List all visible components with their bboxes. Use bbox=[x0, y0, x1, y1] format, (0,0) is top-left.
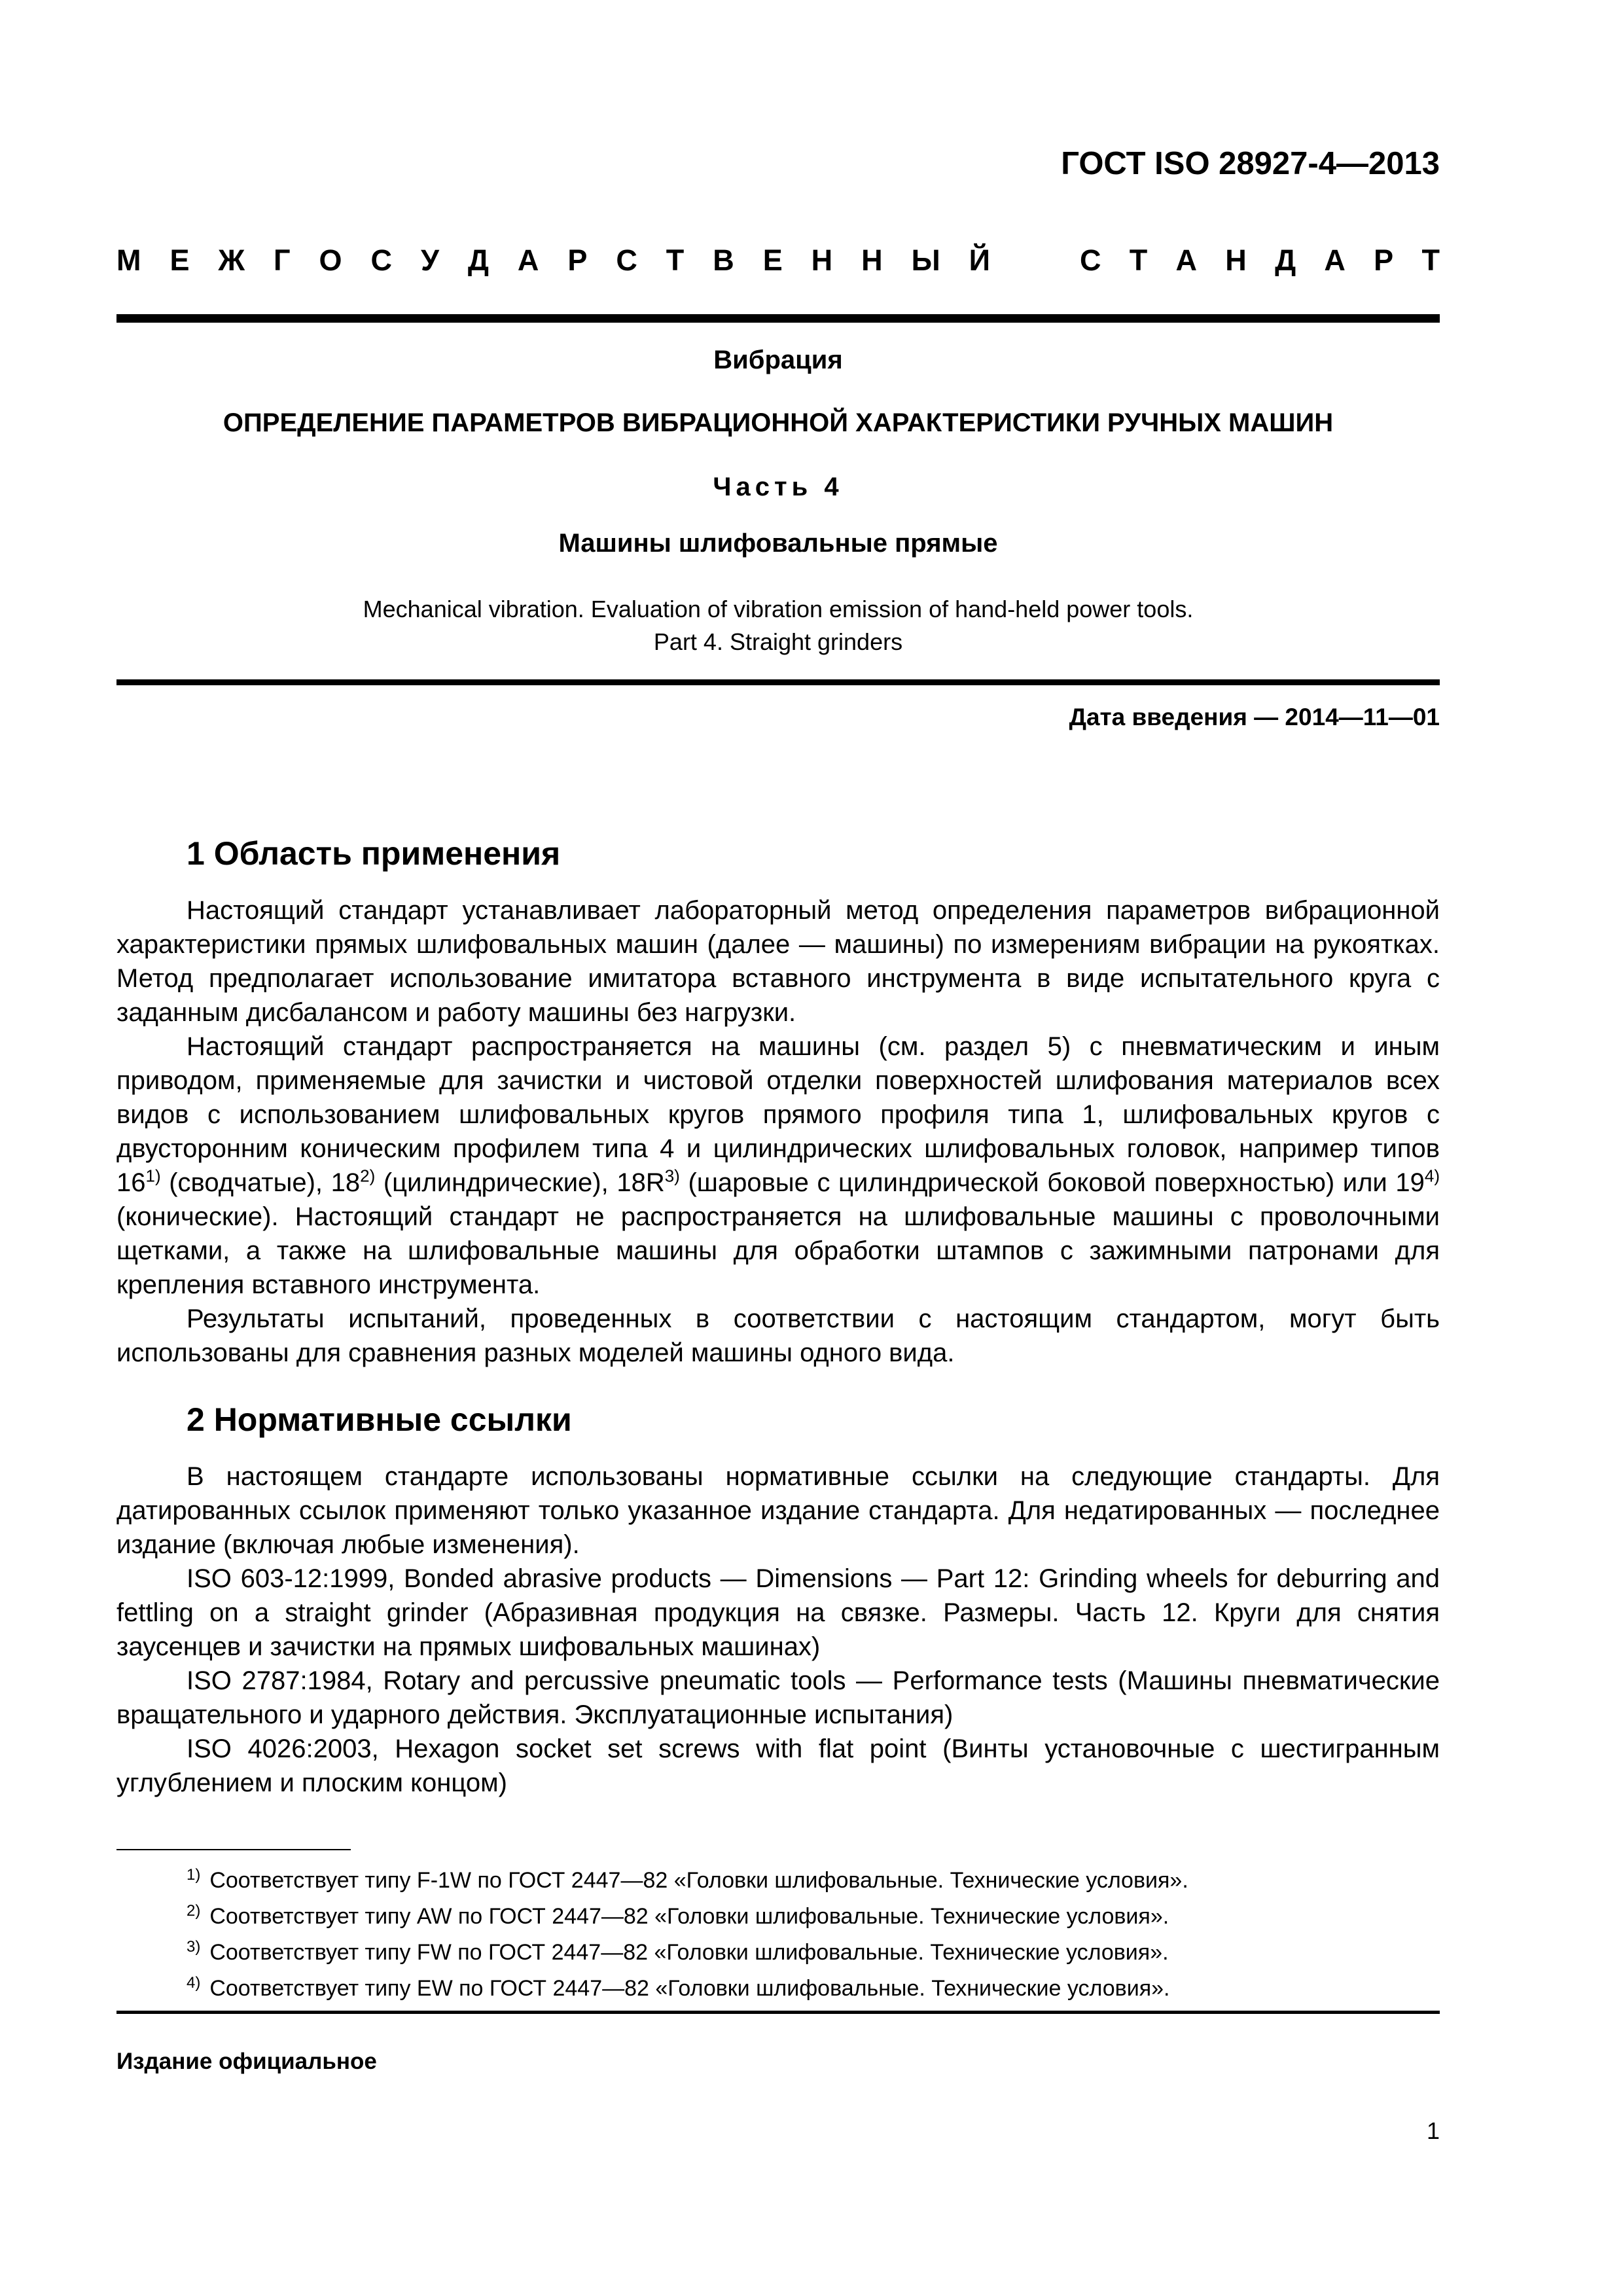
section-1-body bbox=[116, 893, 1440, 1370]
section-1-paragraph: Настоящий стандарт распространяется на машины (см. раздел 5) с пневматическим и иным приводом, применяемые для зачистки и чистовой отделки поверхностей шлифования материалов всех видов с использованием шлифовальных кругов прямого профиля типа 1, шлифовальных кругов с двусторонним коническим профилем типа 4 и цилиндрических шлифовальных головок, например типов 16$^{1)}$ (сводчатые), 18$^{2)}$ (цилиндрические), $18R^{3)}$ (шаровые с цилиндрической боковой поверхностью) или 19$^{4)}$ (конические). Настоящий стандарт не распространяется на шлифовальные машины с проволочными щетками, а также на шлифовальные машины для обработки штампов с зажимными патронами для крепления вставного инструмента. bbox=[116, 1032, 1440, 1299]
header-letter: М bbox=[116, 243, 141, 277]
footnote: $^{1)}$ Соответствует типу F-1W по ГОСТ 2447—82 «Головки шлифовальные. Технические условия». bbox=[187, 1865, 1188, 1893]
title-part: Часть 4 bbox=[713, 473, 844, 501]
header-letter: А bbox=[1324, 243, 1346, 277]
reference-item: ISO 603-12:1999, Bonded abrasive products — Dimensions — Part 12: Grinding wheels for deburring and fettling on a straight grinder (Абразивная продукция на связке. Размеры. Часть 12. Круги для снятия заусенцев и зачистки на прямых шифовальных машинах) bbox=[116, 1564, 1440, 1661]
header-letter: Ы bbox=[911, 243, 940, 277]
english-title bbox=[116, 593, 1440, 658]
footnote: $^{2)}$ Соответствует типу AW по ГОСТ 2447—82 «Головки шлифовальные. Технические условия». bbox=[187, 1901, 1169, 1929]
header-letter: Т bbox=[1129, 243, 1148, 277]
top-rule bbox=[116, 314, 1440, 323]
header-letter: Т bbox=[666, 243, 685, 277]
header-letter: Н bbox=[861, 243, 883, 277]
section-2-heading: 2 Нормативные ссылки bbox=[187, 1401, 572, 1438]
header-letter: С bbox=[616, 243, 637, 277]
footer-rule bbox=[116, 2011, 1440, 2014]
title-subtitle: Машины шлифовальные прямые bbox=[558, 529, 998, 558]
header-letter: Д bbox=[1275, 243, 1296, 277]
footnote: $^{3)}$ Соответствует типу FW по ГОСТ 2447—82 «Головки шлифовальные. Технические условия». bbox=[187, 1937, 1169, 1965]
section-2-body bbox=[116, 1460, 1440, 1800]
reference-item: ISO 2787:1984, Rotary and percussive pneumatic tools — Performance tests (Машины пневматические вращательного и ударного действия. Эксплуатационные испытания) bbox=[116, 1666, 1440, 1729]
footnote-ref: 4) bbox=[1424, 1166, 1440, 1186]
header-word-interstate bbox=[116, 243, 990, 278]
header-letter: Й bbox=[969, 243, 990, 277]
header-letter: А bbox=[517, 243, 539, 277]
footnote-separator bbox=[116, 1849, 351, 1850]
header-letter: Н bbox=[1225, 243, 1247, 277]
header-letter: Н bbox=[811, 243, 833, 277]
header-word-standard bbox=[1080, 243, 1440, 278]
footnotes bbox=[187, 1863, 1440, 2007]
standard-type-header bbox=[116, 243, 1440, 278]
english-title-line-2: Part 4. Straight grinders bbox=[653, 628, 903, 655]
header-letter: С bbox=[370, 243, 392, 277]
section-2-paragraph: В настоящем стандарте использованы нормативные ссылки на следующие стандарты. Для датированных ссылок применяют только указанное издание стандарта. Для недатированных — последнее издание (включая любые изменения). bbox=[116, 1462, 1440, 1559]
section-1-paragraph: Настоящий стандарт устанавливает лабораторный метод определения параметров вибрационной характеристики прямых шлифовальных машин (далее — машины) по измерениям вибрации на рукоятках. Метод предполагает использование имитатора вставного инструмента в виде испытательного круга с заданным дисбалансом и работу машины без нагрузки. bbox=[116, 896, 1440, 1027]
header-letter: Е bbox=[762, 243, 783, 277]
footnote-ref: 2) bbox=[360, 1166, 376, 1186]
header-letter: А bbox=[1175, 243, 1198, 277]
title-vibration: Вибрация bbox=[713, 346, 843, 374]
title-main: ОПРЕДЕЛЕНИЕ ПАРАМЕТРОВ ВИБРАЦИОННОЙ ХАРАКТЕРИСТИКИ РУЧНЫХ МАШИН bbox=[223, 408, 1334, 437]
header-letter: У bbox=[420, 243, 439, 277]
header-letter: Е bbox=[169, 243, 190, 277]
reference-item: ISO 4026:2003, Hexagon socket set screws with flat point (Винты установочные с шестигранным углублением и плоским концом) bbox=[116, 1734, 1440, 1797]
introduction-date: Дата введения — 2014—11—01 bbox=[1069, 704, 1440, 730]
section-1-paragraph: Результаты испытаний, проведенных в соответствии с настоящим стандартом, могут быть использованы для сравнения разных моделей машины одного вида. bbox=[116, 1304, 1440, 1367]
footnote: $^{4)}$ Соответствует типу EW по ГОСТ 2447—82 «Головки шлифовальные. Технические условия». bbox=[187, 1973, 1170, 2001]
header-letter: Т bbox=[1421, 243, 1440, 277]
header-letter: В bbox=[713, 243, 734, 277]
header-letter: Р bbox=[567, 243, 588, 277]
header-letter: Д bbox=[467, 243, 489, 277]
english-title-line-1: Mechanical vibration. Evaluation of vibration emission of hand-held power tools. bbox=[363, 596, 1194, 622]
header-letter: Р bbox=[1374, 243, 1394, 277]
document-code: ГОСТ ISO 28927-4—2013 bbox=[1061, 146, 1440, 181]
page-number: 1 bbox=[1426, 2117, 1440, 2144]
header-letter: С bbox=[1080, 243, 1101, 277]
title-bottom-rule bbox=[116, 679, 1440, 685]
header-letter: О bbox=[319, 243, 342, 277]
header-letter: Ж bbox=[218, 243, 245, 277]
section-1-heading: 1 Область применения bbox=[187, 835, 561, 872]
official-edition-label: Издание официальное bbox=[116, 2049, 377, 2074]
footnote-ref: 1) bbox=[145, 1166, 161, 1186]
footnote-ref: 3) bbox=[664, 1166, 680, 1186]
header-letter: Г bbox=[274, 243, 291, 277]
